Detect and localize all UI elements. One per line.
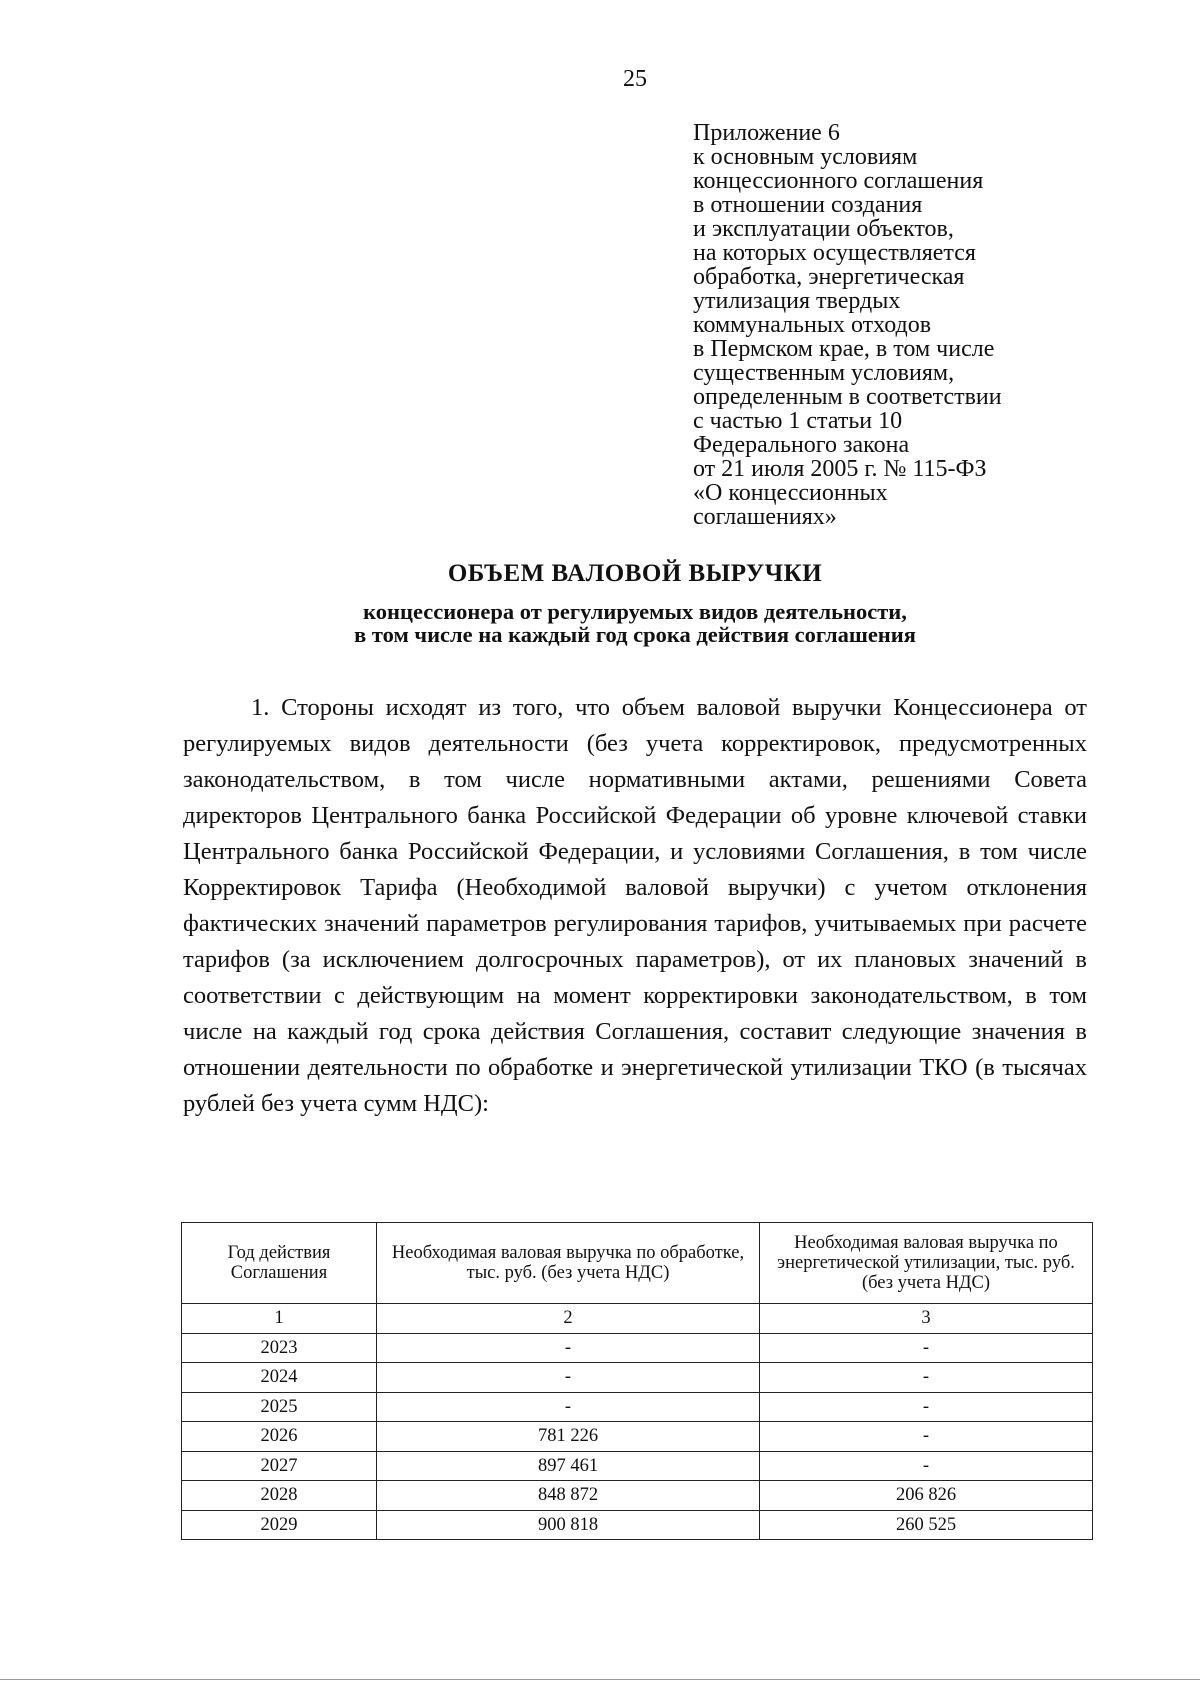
table-cell: 900 818 bbox=[377, 1510, 760, 1540]
appendix-line: определенным в соответствии bbox=[693, 384, 1002, 410]
column-header-processing: Необходимая валовая выручка по обработке, тыс. руб. (без учета НДС) bbox=[377, 1223, 760, 1304]
table-cell: 2027 bbox=[182, 1451, 377, 1481]
table-cell: - bbox=[377, 1392, 760, 1422]
appendix-line: Федерального закона bbox=[693, 432, 910, 458]
document-subheading bbox=[0, 600, 1200, 646]
table-header-row bbox=[182, 1223, 1093, 1304]
appendix-note bbox=[693, 121, 1113, 529]
table-cell: 848 872 bbox=[377, 1481, 760, 1511]
table-cell: 3 bbox=[760, 1304, 1093, 1334]
column-header-year: Год действия Соглашения bbox=[182, 1223, 377, 1304]
appendix-line: утилизация твердых bbox=[693, 288, 901, 314]
appendix-line: соглашениях» bbox=[693, 504, 837, 530]
table-cell: 1 bbox=[182, 1304, 377, 1334]
table-row bbox=[182, 1451, 1093, 1481]
table-row bbox=[182, 1363, 1093, 1393]
table-row bbox=[182, 1481, 1093, 1511]
table-cell: 2024 bbox=[182, 1363, 377, 1393]
table-cell: - bbox=[760, 1451, 1093, 1481]
table-cell: 2023 bbox=[182, 1333, 377, 1363]
appendix-line: в отношении создания bbox=[693, 192, 923, 218]
appendix-line: на которых осуществляется bbox=[693, 240, 976, 266]
table-cell: 2028 bbox=[182, 1481, 377, 1511]
table-cell: - bbox=[377, 1333, 760, 1363]
appendix-line: в Пермском крае, в том числе bbox=[693, 336, 995, 362]
subheading-line: в том числе на каждый год срока действия соглашения bbox=[354, 622, 916, 647]
subheading-line: концессионера от регулируемых видов деятельности, bbox=[363, 599, 907, 624]
table-cell: 2 bbox=[377, 1304, 760, 1334]
column-header-utilization: Необходимая валовая выручка по энергетической утилизации, тыс. руб. (без учета НДС) bbox=[760, 1223, 1093, 1304]
table-cell: - bbox=[760, 1363, 1093, 1393]
table-cell: - bbox=[760, 1422, 1093, 1452]
table-cell: 206 826 bbox=[760, 1481, 1093, 1511]
appendix-line: с частью 1 статьи 10 bbox=[693, 408, 903, 434]
table-cell: 897 461 bbox=[377, 1451, 760, 1481]
table-cell: - bbox=[760, 1333, 1093, 1363]
page-bottom-rule bbox=[0, 1679, 1200, 1680]
appendix-line: «О концессионных bbox=[693, 480, 888, 506]
paragraph-1: 1. Стороны исходят из того, что объем валовой выручки Концессионера от регулируемых видов деятельности (без учета корректировок, предусмотренных законодательством, в том числе нормативными актами, решениями Совета директоров Центрального банка Российской Федерации об уровне ключевой ставки Центрального банка Российской Федерации, и условиями Соглашения, в том числе Корректировок Тарифа (Необходимой валовой выручки) с учетом отклонения фактических значений параметров регулирования тарифов, учитываемых при расчете тарифов (за исключением долгосрочных параметров), от их плановых значений в соответствии с действующим на момент корректировки законодательством, в том числе на каждый год срока действия Соглашения, составит следующие значения в отношении деятельности по обработке и энергетической утилизации ТКО (в тысячах рублей без учета сумм НДС): bbox=[183, 694, 1087, 1117]
table-cell: 781 226 bbox=[377, 1422, 760, 1452]
appendix-line: концессионного соглашения bbox=[693, 168, 984, 194]
table-cell: - bbox=[760, 1392, 1093, 1422]
appendix-line: коммунальных отходов bbox=[693, 312, 932, 338]
page-number: 25 bbox=[623, 66, 647, 92]
appendix-line: и эксплуатации объектов, bbox=[693, 216, 954, 242]
table-cell: 2025 bbox=[182, 1392, 377, 1422]
appendix-line: Приложение 6 bbox=[693, 120, 840, 146]
table-row bbox=[182, 1422, 1093, 1452]
table-cell: - bbox=[377, 1363, 760, 1393]
appendix-line: от 21 июля 2005 г. № 115-ФЗ bbox=[693, 456, 987, 482]
appendix-line: обработка, энергетическая bbox=[693, 264, 965, 290]
revenue-table bbox=[181, 1222, 1093, 1540]
table-cell: 2026 bbox=[182, 1422, 377, 1452]
appendix-line: к основным условиям bbox=[693, 144, 918, 170]
column-number-row bbox=[182, 1304, 1093, 1334]
table-row bbox=[182, 1510, 1093, 1540]
table-cell: 260 525 bbox=[760, 1510, 1093, 1540]
table-cell: 2029 bbox=[182, 1510, 377, 1540]
table-row bbox=[182, 1392, 1093, 1422]
document-heading: ОБЪЕМ ВАЛОВОЙ ВЫРУЧКИ bbox=[447, 560, 823, 587]
table-row bbox=[182, 1333, 1093, 1363]
appendix-line: существенным условиям, bbox=[693, 360, 955, 386]
